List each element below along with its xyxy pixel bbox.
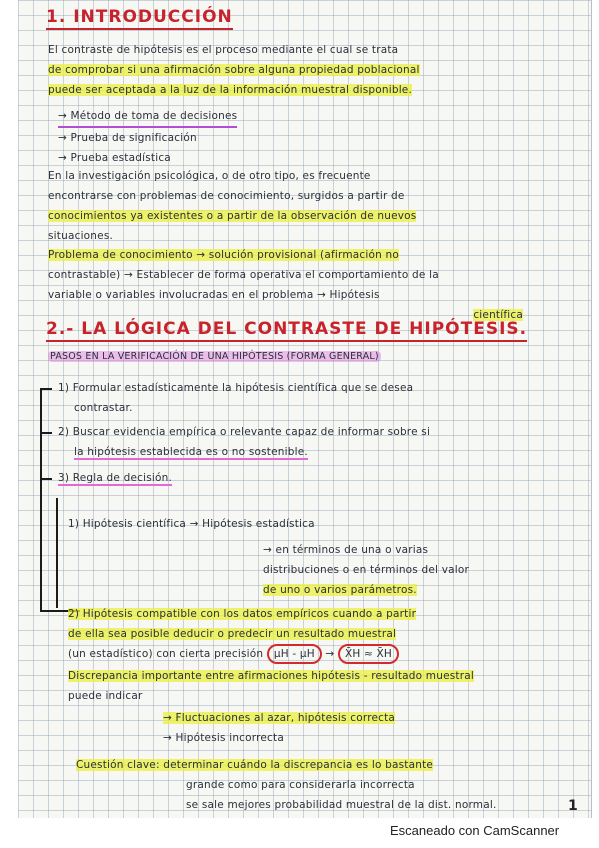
key-line: se sale mejores probabilidad muestral de la dist. normal.	[186, 799, 497, 811]
method-item: → Método de toma de decisiones	[58, 106, 237, 128]
sub2-line: 2) Hipótesis compatible con los datos empíricos cuando a partir	[68, 608, 417, 620]
discrepancy-line: puede indicar	[68, 690, 143, 702]
outcome-item: → Fluctuaciones al azar, hipótesis correcta	[163, 712, 396, 724]
discrepancy-paragraph	[68, 666, 578, 706]
intro-line: de comprobar si una afirmación sobre alguna propiedad poblacional	[48, 64, 420, 76]
notebook-page	[18, 0, 592, 818]
stat-item: distribuciones o en términos del valor	[263, 564, 470, 576]
step1-line: 1) Formular estadísticamente la hipótesis científica que se desea	[58, 382, 414, 394]
method-item: → Prueba de significación	[58, 132, 197, 144]
stat-item: de uno o varios parámetros.	[263, 584, 417, 596]
methods-list	[58, 106, 237, 168]
research-line: encontrarse con problemas de conocimiento, surgidos a partir de	[48, 190, 405, 202]
intro-paragraph	[48, 40, 568, 100]
steps-bracket	[40, 388, 42, 610]
section1-title: 1. INTRODUCCIÓN	[46, 6, 233, 28]
discrepancy-line: Discrepancia importante entre afirmaciones hipótesis - resultado muestral	[68, 670, 475, 682]
scanner-footer: Escaneado con CamScanner	[390, 823, 560, 838]
formula-right: X̄H ≈ X̄H	[338, 644, 399, 664]
research-line: conocimientos ya existentes o a partir de la observación de nuevos	[48, 210, 417, 222]
formula-left: μH - μH	[267, 644, 322, 664]
sub2-line: de ella sea posible deducir o predecir un resultado muestral	[68, 628, 397, 640]
bracket-tick	[40, 478, 52, 480]
outcome-list	[163, 708, 395, 748]
step-2	[58, 422, 568, 462]
problem-line: científica	[473, 309, 523, 321]
section2-title: 2.- LA LÓGICA DEL CONTRASTE DE HIPÓTESIS.	[46, 318, 527, 340]
problem-line: Problema de conocimiento → solución provisional (afirmación no	[48, 249, 399, 261]
research-line: En la investigación psicológica, o de otro tipo, es frecuente	[48, 170, 371, 182]
step2-line: 2) Buscar evidencia empírica o relevante capaz de informar sobre si	[58, 426, 431, 438]
sub-step-1: 1) Hipótesis científica → Hipótesis estadística	[68, 518, 315, 530]
problem-line: variable o variables involucradas en el problema → Hipótesis	[48, 289, 380, 301]
key-line: grande como para considerarla incorrecta	[186, 779, 415, 791]
outcome-item: → Hipótesis incorrecta	[163, 732, 284, 744]
intro-line: puede ser aceptada a la luz de la información muestral disponible.	[48, 84, 413, 96]
research-line: situaciones.	[48, 230, 114, 242]
step1-line: contrastar.	[74, 402, 133, 414]
decision-bracket	[56, 498, 58, 608]
key-question	[76, 755, 586, 815]
method-item: → Prueba estadística	[58, 152, 171, 164]
page-number: 1	[568, 798, 578, 814]
step-3: 3) Regla de decisión.	[58, 472, 173, 484]
sub2-line: (un estadístico) con cierta precisión μH - μH → X̄H ≈ X̄H	[68, 644, 578, 664]
key-line: Cuestión clave: determinar cuándo la discrepancia es lo bastante	[76, 759, 434, 771]
knowledge-problem	[48, 245, 573, 325]
intro-line: El contraste de hipótesis es el proceso mediante el cual se trata	[48, 44, 399, 56]
stat-item: → en términos de una o varias	[263, 544, 429, 556]
sub-step-2	[68, 604, 578, 664]
research-paragraph	[48, 166, 573, 246]
steps-subtitle: PASOS EN LA VERIFICACIÓN DE UNA HIPÓTESIS (FORMA GENERAL)	[50, 351, 379, 362]
formula-arrow: →	[325, 648, 335, 660]
bracket-tick	[40, 432, 52, 434]
problem-line: contrastable) → Establecer de forma operativa el comportamiento de la	[48, 269, 439, 281]
statistical-hypothesis-list	[263, 540, 469, 600]
step-1	[58, 378, 558, 418]
step2-line: la hipótesis establecida es o no sostenible.	[74, 446, 308, 458]
bracket-tick	[40, 388, 52, 390]
